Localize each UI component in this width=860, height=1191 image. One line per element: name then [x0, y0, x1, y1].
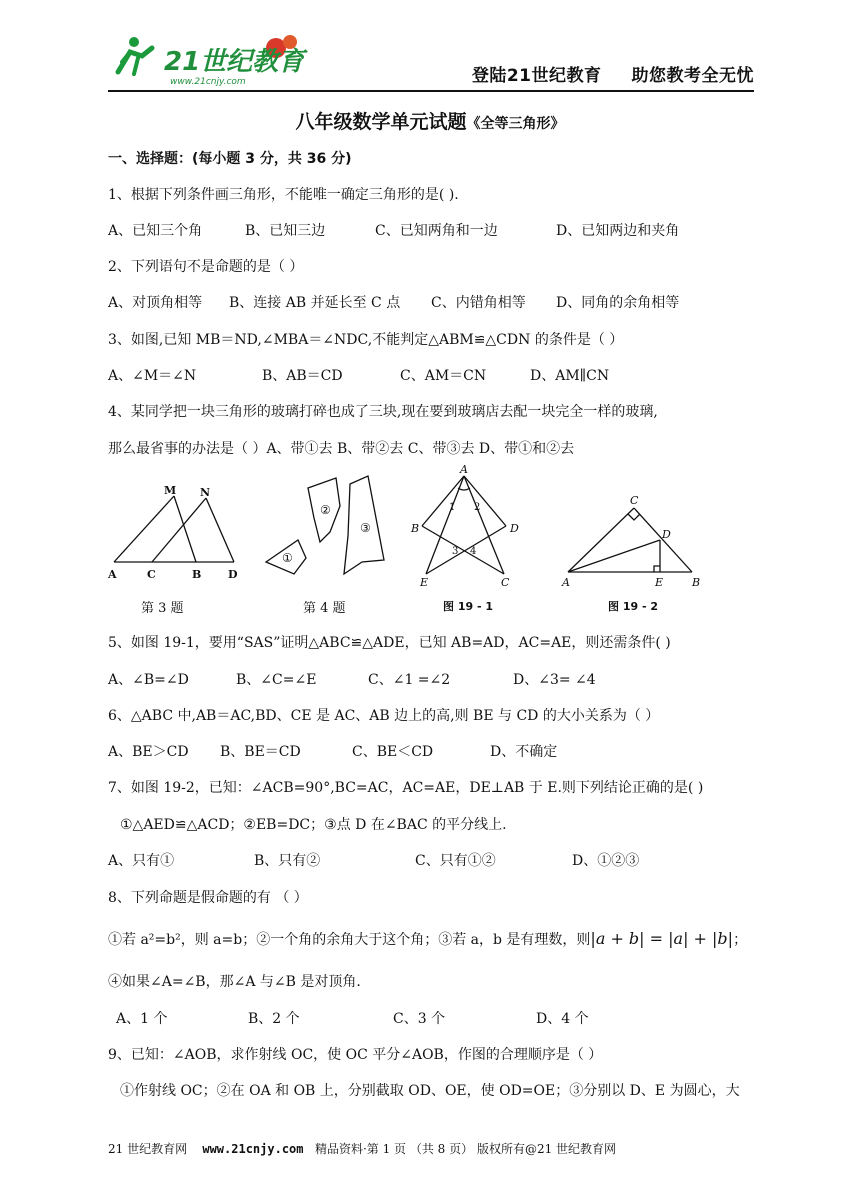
fig191-label-b: B — [411, 522, 420, 535]
q1-option-a: A、已知三个角 — [108, 223, 203, 239]
q5-option-c: C、∠1 =∠2 — [368, 672, 451, 688]
fig192-label-a: A — [562, 576, 570, 589]
q7-stem: 7、如图 19-2，已知：∠ACB=90°,BC=AC，AC=AE，DE⊥AB 于 E.则下列结论正确的是( ) — [108, 780, 704, 796]
slogan-help: 助您教考全无忧 — [631, 66, 754, 86]
fig4-piece-1: ① — [282, 551, 293, 565]
footer-url[interactable]: www.21cnjy.com — [202, 1142, 304, 1156]
footer-site: 21 世纪教育网 — [108, 1142, 188, 1156]
fig191-label-d: D — [510, 522, 519, 535]
q8-option-c: C、3 个 — [393, 1011, 446, 1027]
q3-option-c: C、AM＝CN — [400, 368, 487, 384]
q8-stem: 8、下列命题是假命题的有 （ ） — [108, 890, 308, 906]
fig191-label-e: E — [420, 576, 429, 589]
q2-option-b: B、连接 AB 并延长至 C 点 — [229, 295, 401, 311]
fig192-label-c: C — [630, 494, 639, 507]
q7-option-c: C、只有①② — [415, 853, 496, 869]
fig4-caption: 第 4 题 — [303, 601, 346, 616]
footer-info: 精品资料·第 1 页 （共 8 页） 版权所有@21 世纪教育网 — [314, 1142, 617, 1156]
q1-option-b: B、已知三边 — [245, 223, 326, 239]
header-divider — [108, 90, 754, 92]
figure-q3 — [104, 480, 254, 585]
q1-option-d: D、已知两边和夹角 — [556, 223, 680, 239]
page-footer — [108, 1140, 616, 1157]
fig4-piece-3: ③ — [360, 521, 371, 535]
q8-statements-text: ①若 a²=b²，则 a=b；②一个角的余角大于这个角；③若 a，b 是有理数，则 — [108, 932, 591, 948]
fig3-caption: 第 3 题 — [141, 601, 184, 616]
fig3-label-c: C — [147, 568, 156, 581]
fig191-angle-3: 3 — [452, 546, 459, 557]
q6-option-c: C、BE＜CD — [352, 744, 434, 760]
title-main: 八年级数学单元试题 — [295, 111, 467, 133]
q9-steps: ①作射线 OC；②在 OA 和 OB 上，分别截取 OD、OE，使 OD=OE；③分别以 D、E 为圆心，大 — [120, 1083, 740, 1099]
q5-option-a: A、∠B=∠D — [108, 672, 189, 688]
fig191-angle-2: 2 — [474, 502, 481, 513]
fig192-caption: 图 19 - 2 — [608, 600, 659, 613]
q8-option-b: B、2 个 — [248, 1011, 300, 1027]
fig191-label-c: C — [501, 576, 510, 589]
q8-formula: |a + b| = |a| + |b| — [590, 929, 734, 948]
q8-statements-1 — [108, 930, 747, 949]
site-logo — [108, 28, 308, 88]
fig3-label-m: M — [164, 484, 177, 497]
fig3-label-a: A — [108, 568, 117, 581]
q2-stem: 2、下列语句不是命题的是（ ） — [108, 259, 304, 275]
fig191-caption: 图 19 - 1 — [443, 600, 494, 613]
fig192-label-e: E — [655, 576, 664, 589]
page-header — [108, 28, 754, 92]
q9-stem: 9、已知：∠AOB，求作射线 OC，使 OC 平分∠AOB，作图的合理顺序是（ ） — [108, 1047, 603, 1063]
q8-statements-2: ④如果∠A=∠B，那∠A 与∠B 是对顶角. — [108, 974, 361, 990]
fig3-label-n: N — [200, 486, 211, 499]
figure-19-2 — [558, 490, 708, 590]
q3-option-b: B、AB＝CD — [262, 368, 343, 384]
q7-statements: ①△AED≌△ACD；②EB=DC；③点 D 在∠BAC 的平分线上. — [120, 817, 507, 833]
q6-stem: 6、△ABC 中,AB＝AC,BD、CE 是 AC、AB 边上的高,则 BE 与 CD 的大小关系为（ ） — [108, 708, 660, 724]
q3-option-a: A、∠M＝∠N — [108, 368, 197, 384]
fig191-label-a: A — [460, 463, 468, 476]
q1-option-c: C、已知两角和一边 — [375, 223, 498, 239]
q1-stem: 1、根据下列条件画三角形，不能唯一确定三角形的是( ). — [108, 187, 459, 203]
q4-line2: 那么最省事的办法是（ ）A、带①去 B、带②去 C、带③去 D、带①和②去 — [108, 441, 575, 457]
fig192-label-b: B — [692, 576, 701, 589]
fig3-label-d: D — [228, 568, 238, 581]
figure-19-1 — [408, 462, 530, 592]
page-title — [0, 107, 860, 134]
q2-option-d: D、同角的余角相等 — [556, 295, 680, 311]
q5-option-b: B、∠C=∠E — [236, 672, 317, 688]
q7-option-a: A、只有① — [108, 853, 175, 869]
q2-option-c: C、内错角相等 — [431, 295, 526, 311]
svg-text:www.21cnjy.com: www.21cnjy.com — [170, 77, 246, 87]
fig3-label-b: B — [192, 568, 202, 581]
q7-option-b: B、只有② — [254, 853, 321, 869]
fig4-piece-2: ② — [320, 503, 331, 517]
section-heading: 一、选择题：(每小题 3 分，共 36 分) — [108, 151, 352, 167]
q4-line1: 4、某同学把一块三角形的玻璃打碎也成了三块,现在要到玻璃店去配一块完全一样的玻璃, — [108, 404, 658, 420]
q7-option-d: D、①②③ — [572, 853, 640, 869]
q6-option-d: D、不确定 — [490, 744, 558, 760]
q3-option-d: D、AM∥CN — [530, 368, 610, 384]
title-sub: 《全等三角形》 — [466, 116, 565, 132]
q8-option-d: D、4 个 — [536, 1011, 589, 1027]
q6-option-a: A、BE＞CD — [108, 744, 189, 760]
q5-stem: 5、如图 19-1，要用“SAS”证明△ABC≌△ADE，已知 AB=AD，AC=AE，则还需条件( ) — [108, 635, 671, 651]
svg-text:21世纪教育: 21世纪教育 — [164, 47, 305, 77]
q3-stem: 3、如图,已知 MB＝ND,∠MBA＝∠NDC,不能判定△ABM≌△CDN 的条件是（ ） — [108, 332, 624, 348]
q8-statements-end: ； — [733, 932, 748, 948]
q2-option-a: A、对顶角相等 — [108, 295, 203, 311]
q6-option-b: B、BE＝CD — [220, 744, 301, 760]
fig192-label-d: D — [662, 528, 671, 541]
q8-option-a: A、1 个 — [116, 1011, 168, 1027]
header-slogan — [472, 61, 754, 86]
fig191-angle-1: 1 — [449, 502, 456, 513]
slogan-login: 登陆21世纪教育 — [471, 66, 602, 86]
figure-q4 — [258, 470, 398, 585]
q5-option-d: D、∠3= ∠4 — [513, 672, 596, 688]
fig191-angle-4: 4 — [470, 546, 477, 557]
